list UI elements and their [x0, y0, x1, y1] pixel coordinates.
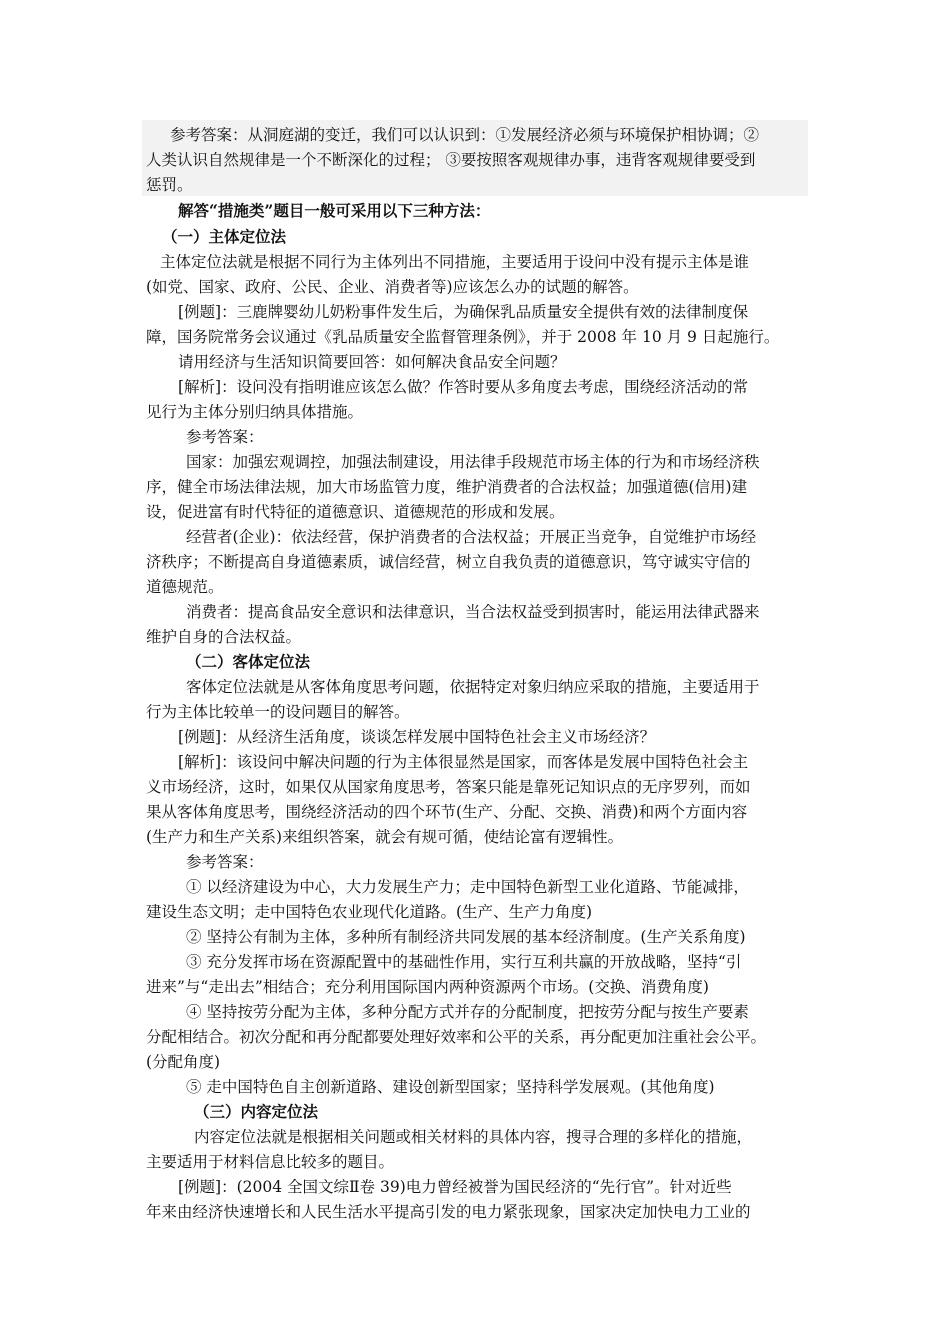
text-line: 参考答案： — [186, 853, 264, 871]
text-line: 分配相结合。初次分配和再分配都要处理好效率和公平的关系，再分配更加注重社会公平。 — [146, 1028, 767, 1046]
text-line: [解析]：该设问中解决问题的行为主体很显然是国家，而客体是发展中国特色社会主 — [178, 753, 749, 771]
text-line: [例题]：从经济生活角度，谈谈怎样发展中国特色社会主义市场经济？ — [178, 728, 656, 746]
text-line: 经营者(企业)：依法经营，保护消费者的合法权益；开展正当竞争，自觉维护市场经 — [186, 528, 757, 546]
text-line: 参考答案： — [186, 428, 264, 446]
text-line: 进来”与“走出去”相结合；充分利用国际国内两种资源两个市场。(交换、消费角度) — [146, 978, 709, 996]
text-line: 请用经济与生活知识简要回答：如何解决食品安全问题？ — [178, 353, 566, 371]
section-heading: 解答“措施类”题目一般可采用以下三种方法： — [178, 201, 491, 220]
text-line: 国家：加强宏观调控，加强法制建设，用法律手段规范市场主体的行为和市场经济秩 — [186, 453, 760, 471]
text-line: 果从客体角度思考，围绕经济活动的四个环节(生产、分配、交换、消费)和两个方面内容 — [146, 803, 748, 821]
text-line: ⑤ 走中国特色自主创新道路、建设创新型国家；坚持科学发展观。(其他角度) — [186, 1078, 715, 1096]
text-line: 主体定位法就是根据不同行为主体列出不同措施，主要适用于设问中没有提示主体是谁 — [160, 253, 750, 271]
text-line: (分配角度) — [146, 1053, 221, 1071]
text-line: ③ 充分发挥市场在资源配置中的基础性作用，实行互利共赢的开放战略，坚持“引 — [186, 953, 742, 971]
section-heading: （二）客体定位法 — [186, 652, 311, 671]
text-line: 障，国务院常务会议通过《乳品质量安全监督管理条例》，并于 2008 年 10 月 9 日起施行。 — [146, 328, 780, 346]
text-line: [例题]：(2004 全国文综Ⅱ卷 39)电力曾经被誉为国民经济的“先行官”。针对近些 — [178, 1178, 732, 1196]
text-line: 济秩序；不断提高自身道德素质，诚信经营，树立自我负责的道德意识，笃守诚实守信的 — [146, 553, 751, 571]
text-line: 消费者：提高食品安全意识和法律意识，当合法权益受到损害时，能运用法律武器来 — [186, 603, 760, 621]
text-line: [例题]：三鹿牌婴幼儿奶粉事件发生后，为确保乳品质量安全提供有效的法律制度保 — [178, 303, 749, 321]
text-line: 义市场经济，这时，如果仅从国家角度思考，答案只能是靠死记知识点的无序罗列，而如 — [146, 778, 751, 796]
text-line: 年来由经济快速增长和人民生活水平提高引发的电力紧张现象，国家决定加快电力工业的 — [146, 1203, 751, 1221]
text-line: ① 以经济建设为中心，大力发展生产力；走中国特色新型工业化道路、节能减排， — [186, 878, 749, 896]
text-line: 内容定位法就是根据相关问题或相关材料的具体内容，搜寻合理的多样化的措施， — [194, 1128, 753, 1146]
text-line: 序，健全市场法律法规，加大市场监管力度，维护消费者的合法权益；加强道德(信用)建 — [146, 478, 748, 496]
text-line: (如党、国家、政府、公民、企业、消费者等)应该怎么办的试题的解答。 — [146, 278, 639, 296]
text-line: 主要适用于材料信息比较多的题目。 — [146, 1153, 395, 1171]
text-line: ② 坚持公有制为主体，多种所有制经济共同发展的基本经济制度。(生产关系角度) — [186, 928, 746, 946]
text-line: 维护自身的合法权益。 — [146, 628, 302, 646]
text-line: (生产力和生产关系)来组织答案，就会有规可循，使结论富有逻辑性。 — [146, 828, 624, 846]
section-heading: （一）主体定位法 — [162, 227, 287, 246]
text-line: [解析]：设问没有指明谁应该怎么做？作答时要从多角度去考虑，围绕经济活动的常 — [178, 378, 749, 396]
section-heading: （三）内容定位法 — [194, 1102, 319, 1121]
text-line: ④ 坚持按劳分配为主体，多种分配方式并存的分配制度，把按劳分配与按生产要素 — [186, 1003, 749, 1021]
text-line: 人类认识自然规律是一个不断深化的过程； ③要按照客观规律办事，违背客观规律要受到 — [146, 151, 756, 169]
text-line: 客体定位法就是从客体角度思考问题，依据特定对象归纳应采取的措施，主要适用于 — [186, 678, 760, 696]
text-line: 行为主体比较单一的设问题目的解答。 — [146, 703, 410, 721]
text-line: 参考答案：从洞庭湖的变迁，我们可以认识到：①发展经济必须与环境保护相协调；② — [170, 126, 760, 144]
text-line: 建设生态文明；走中国特色农业现代化道路。(生产、生产力角度) — [146, 903, 593, 921]
text-line: 惩罚。 — [146, 176, 193, 194]
text-line: 见行为主体分别归纳具体措施。 — [146, 403, 364, 421]
text-line: 道德规范。 — [146, 578, 224, 596]
text-line: 设，促进富有时代特征的道德意识、道德规范的形成和发展。 — [146, 503, 565, 521]
